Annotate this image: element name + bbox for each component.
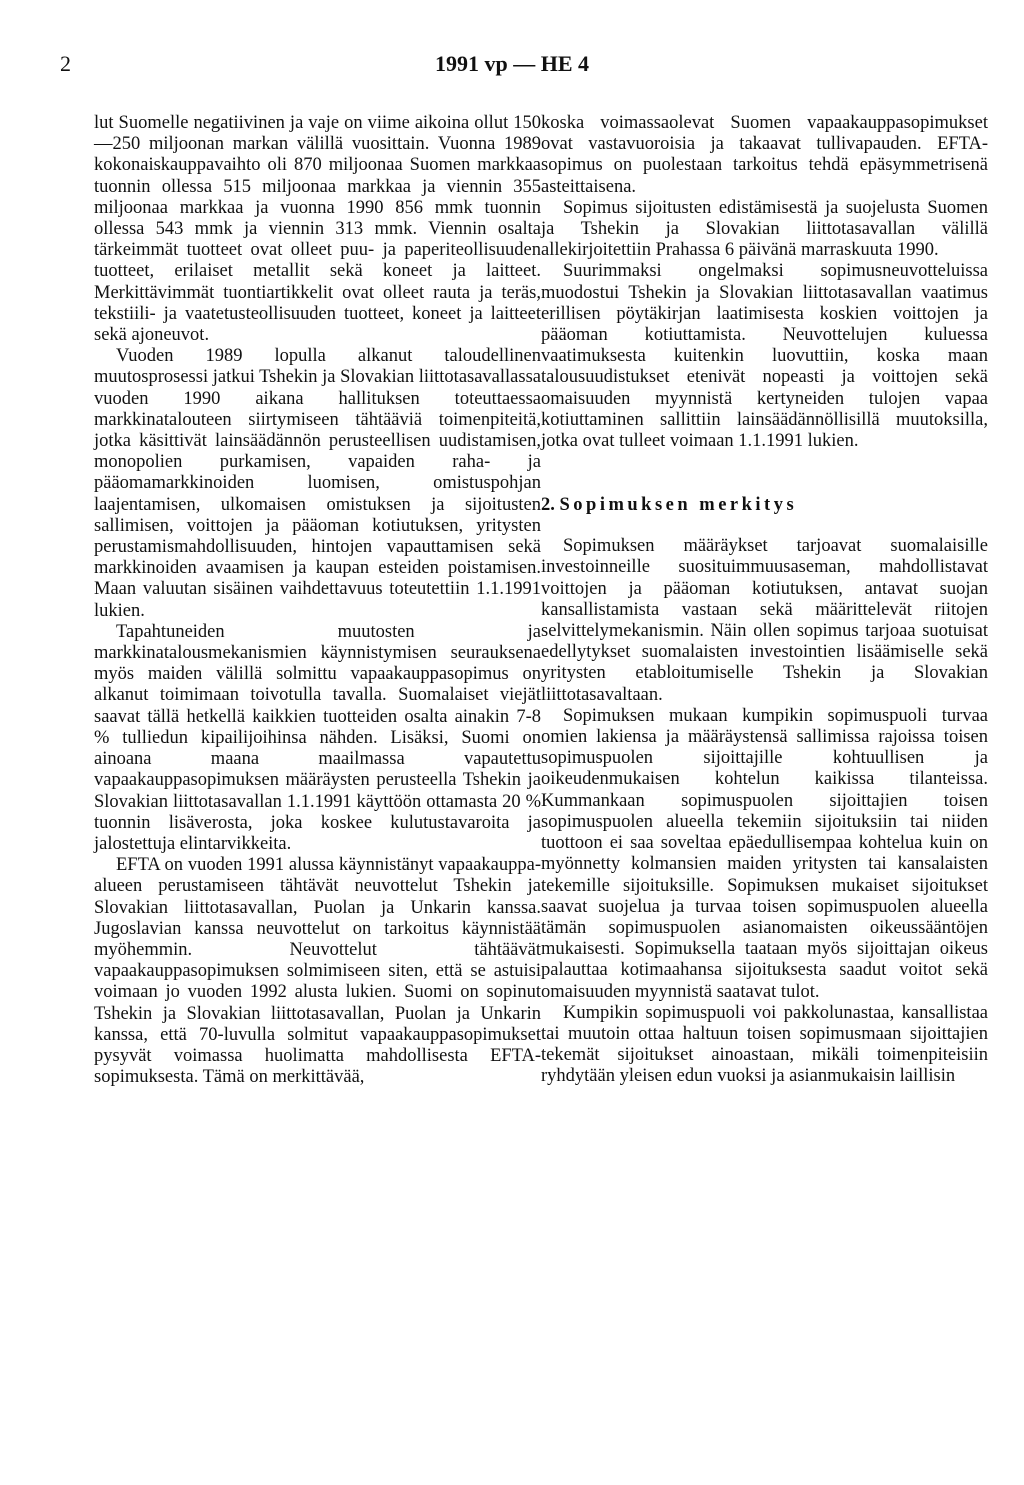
paragraph: EFTA on vuoden 1991 alussa käynnistänyt vapaakauppa-alueen perustamiseen tähtävät neuvottelut Tshekin ja Slovakian liittotasavallan, Puolan ja Unkarin kanssa. Jugoslavian kanssa neuvottelut on tarkoitus käynnistää myöhemmin. Neuvottelut tähtäävät vapaakauppasopimuksen solmimiseen siten, että se astuisi voimaan jo vuoden 1992 alusta lukien. Suomi on sopinut Tshekin ja Slovakian liittotasavallan, Puolan ja Unkarin kanssa, että 70-luvulla solmitut vapaakauppasopimukset pysyvät voimassa huolimatta mahdollisesta EFTA-sopimuksesta. Tämä on merkittävää, [94,855,541,1088]
paragraph: Sopimuksen määräykset tarjoavat suomalaisille investoinneille suosituimmuusaseman, mahdollistavat voittojen ja pääoman kotiutuksen, antavat suojan kansallistamista vastaan sekä määrittelevät riitojen selvittelymekanismin. Näin ollen sopimus tarjoaa suotuisat edellytykset suomalaisten investointien lisäämiselle sekä yritysten etabloitumiselle Tshekin ja Slovakian liittotasavaltaan. [541,536,988,705]
section-title: Sopimuksen merkitys [559,495,798,516]
paragraph: Suurimmaksi ongelmaksi sopimusneuvotteluissa muodostui Tshekin ja Slovakian liittotasavallan vaatimus erillisen pöytäkirjan laatimisesta koskien voittojen ja pääoman kotiuttamista. Neuvottelujen kuluessa vaatimuksesta kuitenkin luovuttiin, koska maan talousuudistukset etenivät nopeasti ja voittojen sekä omaisuuden myynnistä kertyneiden tulojen vapaa kotiuttaminen sallittiin lainsäädännöllisillä muutoksilla, jotka ovat tulleet voimaan 1.1.1991 lukien. [541,261,988,452]
section-number: 2. [541,495,555,516]
paragraph: lut Suomelle negatiivinen ja vaje on viime aikoina ollut 150—250 miljoonan markan välillä vuosittain. Vuonna 1989 kokonaiskauppavaihto oli 870 miljoonaa Suomen markkaa tuonnin ollessa 515 miljoonaa markkaa ja viennin 355 miljoonaa markkaa ja vuonna 1990 856 mmk tuonnin ollessa 543 mmk ja viennin 313 mmk. Viennin osalta tärkeimmät tuotteet ovat olleet puu- ja paperiteollisuuden tuotteet, erilaiset metallit sekä koneet ja laitteet. Merkittävimmät tuontiartikkelit ovat olleet rauta ja teräs, tekstiili- ja vaatetusteollisuuden tuotteet, koneet ja laitteet sekä ajoneuvot. [94,113,541,346]
paragraph: Kumpikin sopimuspuoli voi pakkolunastaa, kansallistaa tai muutoin ottaa haltuun toisen sopimusmaan sijoittajien tekemät sijoitukset ainoastaan, mikäli toimenpiteisiin ryhdytään yleisen edun vuoksi ja asianmukaisin laillisin [541,1002,988,1087]
paragraph: koska voimassaolevat Suomen vapaakauppasopimukset ovat vastavuoroisia ja takaavat tullivapauden. EFTA-sopimus on puolestaan tarkoitus tehdä epäsymmetrisenä asteittaisena. [541,113,988,197]
running-header: 1991 vp — HE 4 [434,51,590,76]
paragraph: Sopimus sijoitusten edistämisestä ja suojelusta Suomen ja Tshekin ja Slovakian liittotasavallan välillä allekirjoitettiin Prahassa 6 päivänä marraskuuta 1990. [541,197,988,261]
paragraph: Sopimuksen mukaan kumpikin sopimuspuoli turvaa omien lakiensa ja määräystensä sallimissa rajoissa toisen sopimuspuolen sijoittajille kohtuullisen ja oikeudenmukaisen kohtelun kaikissa tilanteissa. Kummankaan sopimuspuolen sijoittajien toisen sopimuspuolen alueella tekemiin sijoituksiin tai niiden tuottoon ei saa soveltaa epäedullisempaa kohtelua kuin on myönnetty kolmansien maiden yritysten tai kansalaisten tekemille sijoituksille. Sopimuksen mukaiset sijoitukset saavat suojelua ja turvaa toisen sopimuspuolen alueella tämän sopimuspuolen asianomaisten oikeussääntöjen mukaisesti. Sopimuksella taataan myös sijoittajan oikeus palauttaa kotimaahansa sijoituksesta saadut voitot sekä omaisuuden myynnistä saatavat tulot. [541,705,988,1002]
paragraph: Vuoden 1989 lopulla alkanut taloudellinen muutosprosessi jatkui Tshekin ja Slovakian liittotasavallassa vuoden 1990 aikana hallituksen toteuttaessa markkinatalouteen siirtymiseen tähtääviä toimenpiteitä, jotka käsittivät lainsäädännön perusteellisen uudistamisen, monopolien purkamisen, vapaiden raha- ja pääomamarkkinoiden luomisen, omistuspohjan laajentamisen, ulkomaisen omistuksen ja sijoitusten sallimisen, voittojen ja pääoman kotiutuksen, yritysten perustamismahdollisuuden, hintojen vapauttamisen sekä markkinoiden avaamisen ja kaupan esteiden poistamisen. Maan valuutan sisäinen vaihdettavuus toteutettiin 1.1.1991 lukien. [94,346,541,621]
page-number: 2 [60,51,71,76]
paragraph: Tapahtuneiden muutosten ja markkinatalousmekanismien käynnistymisen seurauksena myös maiden välillä solmittu vapaakauppasopimus on alkanut toimimaan toivotulla tavalla. Suomalaiset viejät saavat tällä hetkellä kaikkien tuotteiden osalta ainakin 7-8 % tulliedun kipailijoihinsa nähden. Lisäksi, Suomi on ainoana maana maailmassa vapautettu vapaakauppasopimuksen määräysten perusteella Tshekin ja Slovakian liittotasavallan 1.1.1991 käyttöön ottamasta 20 % tuonnin lisäverosta, joka koskee kulutustavaroita ja jalostettuja elintarvikkeita. [94,621,541,854]
right-column [541,113,988,1088]
left-column [94,113,541,1088]
section-heading [541,494,988,516]
